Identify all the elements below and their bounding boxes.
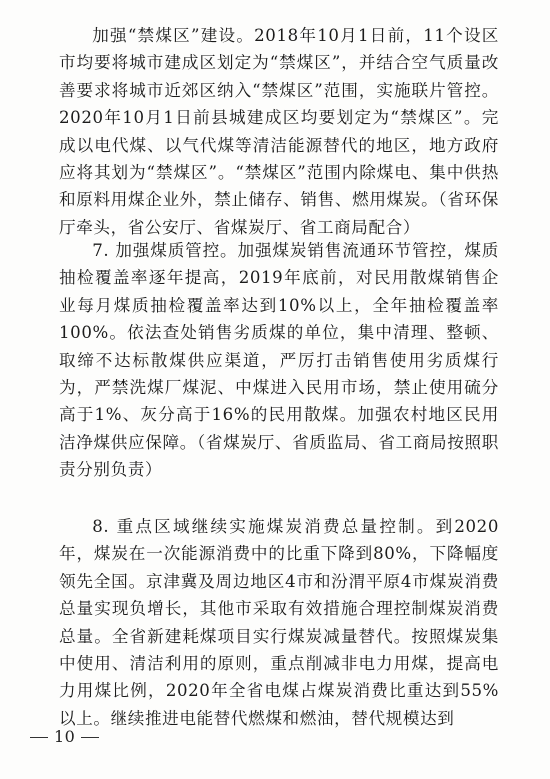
paragraph-coal-consumption-control bbox=[59, 513, 499, 732]
paragraph-text: 加强“禁煤区”建设。2018年10月1日前，11个设区市均要将城市建成区划定为“禁煤区”，并结合空气质量改善要求将城市近郊区纳入“禁煤区”范围，实施联片管控。2020年10月1日前县城建成区均要划定为“禁煤区”。完成以电代煤、以气代煤等清洁能源替代的地区，地方政府应将其划为“禁煤区”。“禁煤区”范围内除煤电、集中供热和原料用煤企业外，禁止储存、销售、燃用煤炭。（省环保厅牵头，省公安厅、省煤炭厅、省工商局配合） bbox=[59, 26, 499, 237]
page-number bbox=[30, 727, 99, 746]
paragraph-text: 7. 加强煤质管控。加强煤炭销售流通环节管控，煤质抽检覆盖率逐年提高，2019年底前，对民用散煤销售企业每月煤质抽检覆盖率达到10%以上，全年抽检覆盖率100%。依法查处销售劣质煤的单位，集中清理、整顿、取缔不达标散煤供应渠道，严厉打击销售使用劣质煤行为，严禁洗煤厂煤泥、中煤进入民用市场，禁止使用硫分高于1%、灰分高于16%的民用散煤。加强农村地区民用洁净煤供应保障。（省煤炭厅、省质监局、省工商局按照职责分别负责） bbox=[59, 241, 499, 480]
page-number-dash-left bbox=[30, 737, 48, 738]
page-number-value: 10 bbox=[54, 727, 76, 746]
page-number-dash-right bbox=[81, 737, 99, 738]
paragraph-coal-ban-zone bbox=[59, 22, 499, 241]
paragraph-coal-quality-control bbox=[59, 237, 499, 484]
paragraph-text: 8. 重点区域继续实施煤炭消费总量控制。到2020年，煤炭在一次能源消费中的比重下降到80%，下降幅度领先全国。京津冀及周边地区4市和汾渭平原4市煤炭消费总量实现负增长，其他市采取有效措施合理控制煤炭消费总量。全省新建耗煤项目实行煤炭减量替代。按照煤炭集中使用、清洁利用的原则，重点削减非电力用煤，提高电力用煤比例，2020年全省电煤占煤炭消费比重达到55%以上。继续推进电能替代燃煤和燃油，替代规模达到 bbox=[59, 517, 499, 728]
